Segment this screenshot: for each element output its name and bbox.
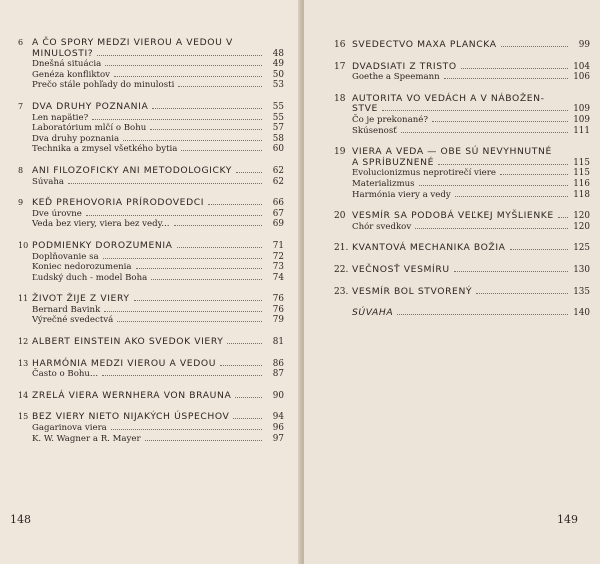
page-ref: 111 (573, 125, 590, 136)
page-ref: 104 (573, 61, 590, 72)
chapter-number: 9 (18, 198, 24, 208)
subsection-title: Doplňovanie sa (32, 251, 99, 262)
toc-entry (18, 241, 284, 283)
page-ref: 79 (272, 315, 284, 326)
chapter-title: VESMÍR BOL STVORENÝ (352, 285, 473, 297)
subsection-line (334, 126, 590, 137)
dot-leader (150, 129, 262, 130)
dot-leader (558, 217, 568, 218)
dot-leader (227, 343, 262, 344)
chapter-line-continued (334, 104, 590, 115)
dot-leader (235, 397, 262, 398)
dot-leader (500, 174, 568, 175)
subsection-line (18, 252, 284, 263)
dot-leader (114, 76, 262, 77)
page-ref: 49 (272, 59, 284, 70)
dot-leader (233, 418, 262, 419)
dot-leader (454, 271, 568, 272)
dot-leader (177, 247, 262, 248)
left-page-number: 148 (10, 513, 31, 526)
chapter-number: 6 (18, 38, 24, 47)
dot-leader (461, 68, 568, 69)
page-ref: 99 (578, 40, 590, 50)
subsection-title: Skúsenosť (352, 125, 397, 136)
subsection-title: K. W. Wagner a R. Mayer (32, 433, 141, 444)
chapter-number: 13 (18, 358, 29, 368)
toc-entry (18, 359, 284, 380)
subsection-line (334, 115, 590, 126)
toc-entry (18, 391, 284, 402)
page-ref: 55 (272, 112, 284, 123)
toc-entry (334, 94, 590, 136)
chapter-line (334, 62, 590, 73)
page-ref: 135 (573, 286, 590, 297)
subsection-title: Koniec nedorozumenia (32, 262, 132, 273)
toc-entry (18, 198, 284, 230)
dot-leader (397, 314, 568, 315)
page-ref: 130 (573, 264, 590, 275)
chapter-title: ZRELÁ VIERA WERNHERA VON BRAUNA (32, 389, 232, 401)
toc-entry (334, 308, 590, 319)
chapter-title: HARMÓNIA MEDZI VIEROU A VEDOU (32, 357, 217, 369)
subsection-line (18, 134, 284, 145)
page-ref: 69 (272, 219, 284, 230)
subsection-line (334, 72, 590, 83)
subsection-line (334, 168, 590, 179)
toc-entry (18, 38, 284, 91)
dot-leader (220, 365, 262, 366)
chapter-line (334, 287, 590, 298)
subsection-title: Genéza konfliktov (32, 69, 111, 80)
dot-leader (501, 46, 568, 47)
toc-entry (18, 412, 284, 444)
chapter-title: VEČNOSŤ VESMÍRU (352, 263, 450, 275)
toc-entry (334, 287, 590, 298)
dot-leader (208, 204, 262, 205)
chapter-line (18, 166, 284, 177)
dot-leader (174, 225, 262, 226)
page-ref: 96 (272, 423, 284, 434)
chapter-line (18, 359, 284, 370)
subsection-title: Gagarinova viera (32, 423, 107, 434)
page-ref: 140 (573, 308, 590, 319)
dot-leader (455, 196, 568, 197)
dot-leader (151, 279, 262, 280)
subsection-title: Ľudský duch - model Boha (32, 272, 148, 283)
subsection-title: Len napätie? (32, 112, 89, 123)
page-ref: 120 (573, 211, 590, 222)
page-ref: 106 (573, 72, 590, 83)
page-ref: 115 (573, 168, 590, 179)
page-ref: 76 (272, 294, 284, 305)
subsection-line (18, 177, 284, 188)
toc-entry (334, 40, 590, 51)
chapter-number: 10 (18, 240, 29, 250)
chapter-line (18, 294, 284, 305)
subsection-title: Dve úrovne (32, 208, 82, 219)
dot-leader (103, 258, 262, 259)
page-ref: 62 (272, 176, 284, 187)
subsection-title: Technika a zmysel všetkého bytia (32, 144, 178, 155)
chapter-number: 23. (334, 286, 349, 297)
page-ref: 118 (573, 189, 590, 200)
chapter-title: A SPRÍBUZNENÉ (352, 156, 434, 168)
dot-leader (123, 140, 262, 141)
subsection-line (18, 80, 284, 91)
toc-entry (334, 62, 590, 83)
subsection-line (18, 209, 284, 220)
chapter-number: 20 (334, 211, 346, 222)
toc-entry (18, 294, 284, 326)
subsection-title: Goethe a Speemann (352, 72, 440, 83)
right-page (304, 0, 600, 564)
page-ref: 109 (573, 114, 590, 125)
subsection-title: Veda bez viery, viera bez vedy... (32, 219, 170, 230)
page-ref: 48 (272, 48, 284, 59)
chapter-title: DVA DRUHY POZNANIA (32, 100, 149, 112)
dot-leader (438, 164, 568, 165)
page-ref: 94 (272, 412, 284, 423)
chapter-title: ANI FILOZOFICKY ANI METODOLOGICKY (32, 164, 233, 176)
chapter-title: A ČO SPORY MEDZI VIEROU A VEDOU V (32, 37, 233, 48)
chapter-line (18, 241, 284, 252)
subsection-line (18, 305, 284, 316)
chapter-number: 15 (18, 412, 29, 422)
subsection-line (18, 59, 284, 70)
subsection-title: Bernard Bavink (32, 304, 101, 315)
dot-leader (136, 268, 262, 269)
right-toc (304, 40, 600, 330)
chapter-number: 11 (18, 294, 29, 304)
toc-entry (18, 166, 284, 187)
page-ref: 50 (272, 69, 284, 80)
subsection-line (18, 434, 284, 445)
toc-entry (18, 102, 284, 155)
page-ref: 74 (272, 272, 284, 283)
subsection-title: Materializmus (352, 178, 415, 189)
subsection-title: Výrečné svedectvá (32, 315, 114, 326)
dot-leader (145, 440, 262, 441)
chapter-line (18, 102, 284, 113)
subsection-title: Súvaha (32, 176, 65, 187)
subsection-line (18, 113, 284, 124)
chapter-line (18, 337, 284, 348)
subsection-line (334, 179, 590, 190)
page-ref: 72 (272, 251, 284, 262)
toc-entry (334, 147, 590, 200)
dot-leader (134, 300, 262, 301)
page-ref: 87 (272, 369, 284, 380)
chapter-number: 16 (334, 40, 346, 50)
page-ref: 55 (272, 101, 284, 112)
chapter-line (18, 412, 284, 423)
chapter-title: KVANTOVÁ MECHANIKA BOŽIA (352, 242, 506, 254)
subsection-line (18, 144, 284, 155)
subsection-line (18, 70, 284, 81)
dot-leader (111, 429, 262, 430)
chapter-number: 7 (18, 101, 24, 111)
subsection-line (18, 219, 284, 230)
dot-leader (419, 185, 568, 186)
page-ref: 109 (573, 104, 590, 115)
chapter-title: VESMÍR SA PODOBÁ VEĽKEJ MYŠLIENKE (352, 210, 554, 222)
dot-leader (382, 110, 568, 111)
chapter-number: 8 (18, 165, 24, 175)
page-ref: 76 (272, 304, 284, 315)
page-ref: 53 (272, 80, 284, 91)
chapter-title: KEĎ PREHOVORIA PRÍRODOVEDCI (32, 197, 205, 209)
chapter-title: MINULOSTI? (32, 47, 94, 59)
chapter-title: ALBERT EINSTEIN AKO SVEDOK VIERY (32, 336, 224, 348)
chapter-title: DVADSIATI Z TRISTO (352, 60, 457, 72)
chapter-title: ŽIVOT ŽIJE Z VIERY (32, 293, 130, 305)
subsection-title: Čo je prekonané? (352, 114, 428, 125)
dot-leader (236, 172, 262, 173)
subsection-line (334, 222, 590, 233)
page-ref: 125 (573, 243, 590, 254)
chapter-title: SVEDECTVO MAXA PLANCKA (352, 39, 497, 50)
dot-leader (432, 121, 568, 122)
subsection-line (18, 423, 284, 434)
chapter-title: AUTORITA VO VEDÁCH A V NÁBOŽEN- (352, 92, 545, 104)
chapter-number: 17 (334, 61, 346, 72)
chapter-number: 14 (18, 390, 29, 400)
page-ref: 86 (272, 358, 284, 369)
chapter-line (334, 243, 590, 254)
dot-leader (68, 183, 262, 184)
chapter-number: 19 (334, 147, 346, 158)
page-ref: 66 (272, 198, 284, 209)
dot-leader (97, 55, 262, 56)
subsection-title: Laboratórium mlčí o Bohu (32, 123, 147, 134)
page-ref: 115 (573, 157, 590, 168)
chapter-line (334, 308, 590, 319)
dot-leader (401, 132, 568, 133)
dot-leader (444, 78, 568, 79)
subsection-line (18, 315, 284, 326)
toc-entry (334, 211, 590, 232)
page-ref: 73 (272, 262, 284, 273)
dot-leader (178, 86, 262, 87)
page-ref: 62 (272, 165, 284, 176)
chapter-number: 21. (334, 243, 349, 254)
subsection-title: Harmónia viery a vedy (352, 189, 451, 200)
dot-leader (510, 249, 568, 250)
toc-entry (18, 337, 284, 348)
page-ref: 90 (272, 390, 284, 401)
chapter-line (334, 40, 590, 51)
page-ref: 60 (272, 144, 284, 155)
dot-leader (181, 150, 262, 151)
toc-entry (334, 265, 590, 276)
subsection-title: Evolucionizmus neprotirečí viere (352, 168, 496, 179)
subsection-line (18, 273, 284, 284)
dot-leader (104, 311, 262, 312)
subsection-title: Dva druhy poznania (32, 133, 120, 144)
page-ref: 71 (272, 240, 284, 251)
left-toc (0, 38, 304, 455)
dot-leader (92, 119, 262, 120)
page-ref: 97 (272, 433, 284, 444)
chapter-line (334, 211, 590, 222)
dot-leader (86, 215, 262, 216)
subsection-line (18, 123, 284, 134)
chapter-line (18, 391, 284, 402)
subsection-title: Prečo stále pohľady do minulosti (32, 80, 175, 91)
page-ref: 67 (272, 208, 284, 219)
chapter-title: PODMIENKY DOROZUMENIA (32, 239, 173, 251)
chapter-number: 18 (334, 93, 346, 104)
page-ref: 57 (272, 123, 284, 134)
chapter-title: BEZ VIERY NIETO NIJAKÝCH ÚSPECHOV (32, 411, 230, 423)
chapter-line (18, 198, 284, 209)
page-ref: 58 (272, 133, 284, 144)
subsection-title: Chór svedkov (352, 221, 412, 232)
dot-leader (476, 293, 568, 294)
page-ref: 116 (573, 178, 590, 189)
chapter-line (18, 38, 284, 49)
chapter-title: STVE (352, 103, 378, 115)
dot-leader (152, 108, 262, 109)
subsection-line (18, 262, 284, 273)
chapter-number: 22. (334, 264, 349, 275)
page-ref: 81 (272, 337, 284, 348)
toc-entry (334, 243, 590, 254)
dot-leader (105, 65, 262, 66)
dot-leader (102, 375, 262, 376)
dot-leader (117, 321, 262, 322)
chapter-line-continued (334, 158, 590, 169)
subsection-line (18, 369, 284, 380)
subsection-title: Dnešná situácia (32, 59, 102, 70)
chapter-title: SÚVAHA (352, 307, 394, 319)
chapter-line-continued (18, 49, 284, 60)
dot-leader (415, 228, 568, 229)
subsection-line (334, 190, 590, 201)
subsection-title: Často o Bohu... (32, 369, 99, 380)
chapter-title: VIERA A VEDA — OBE SÚ NEVYHNUTNÉ (352, 146, 552, 158)
page-ref: 120 (573, 221, 590, 232)
chapter-line (334, 265, 590, 276)
right-page-number: 149 (557, 513, 578, 526)
chapter-number: 12 (18, 337, 29, 347)
